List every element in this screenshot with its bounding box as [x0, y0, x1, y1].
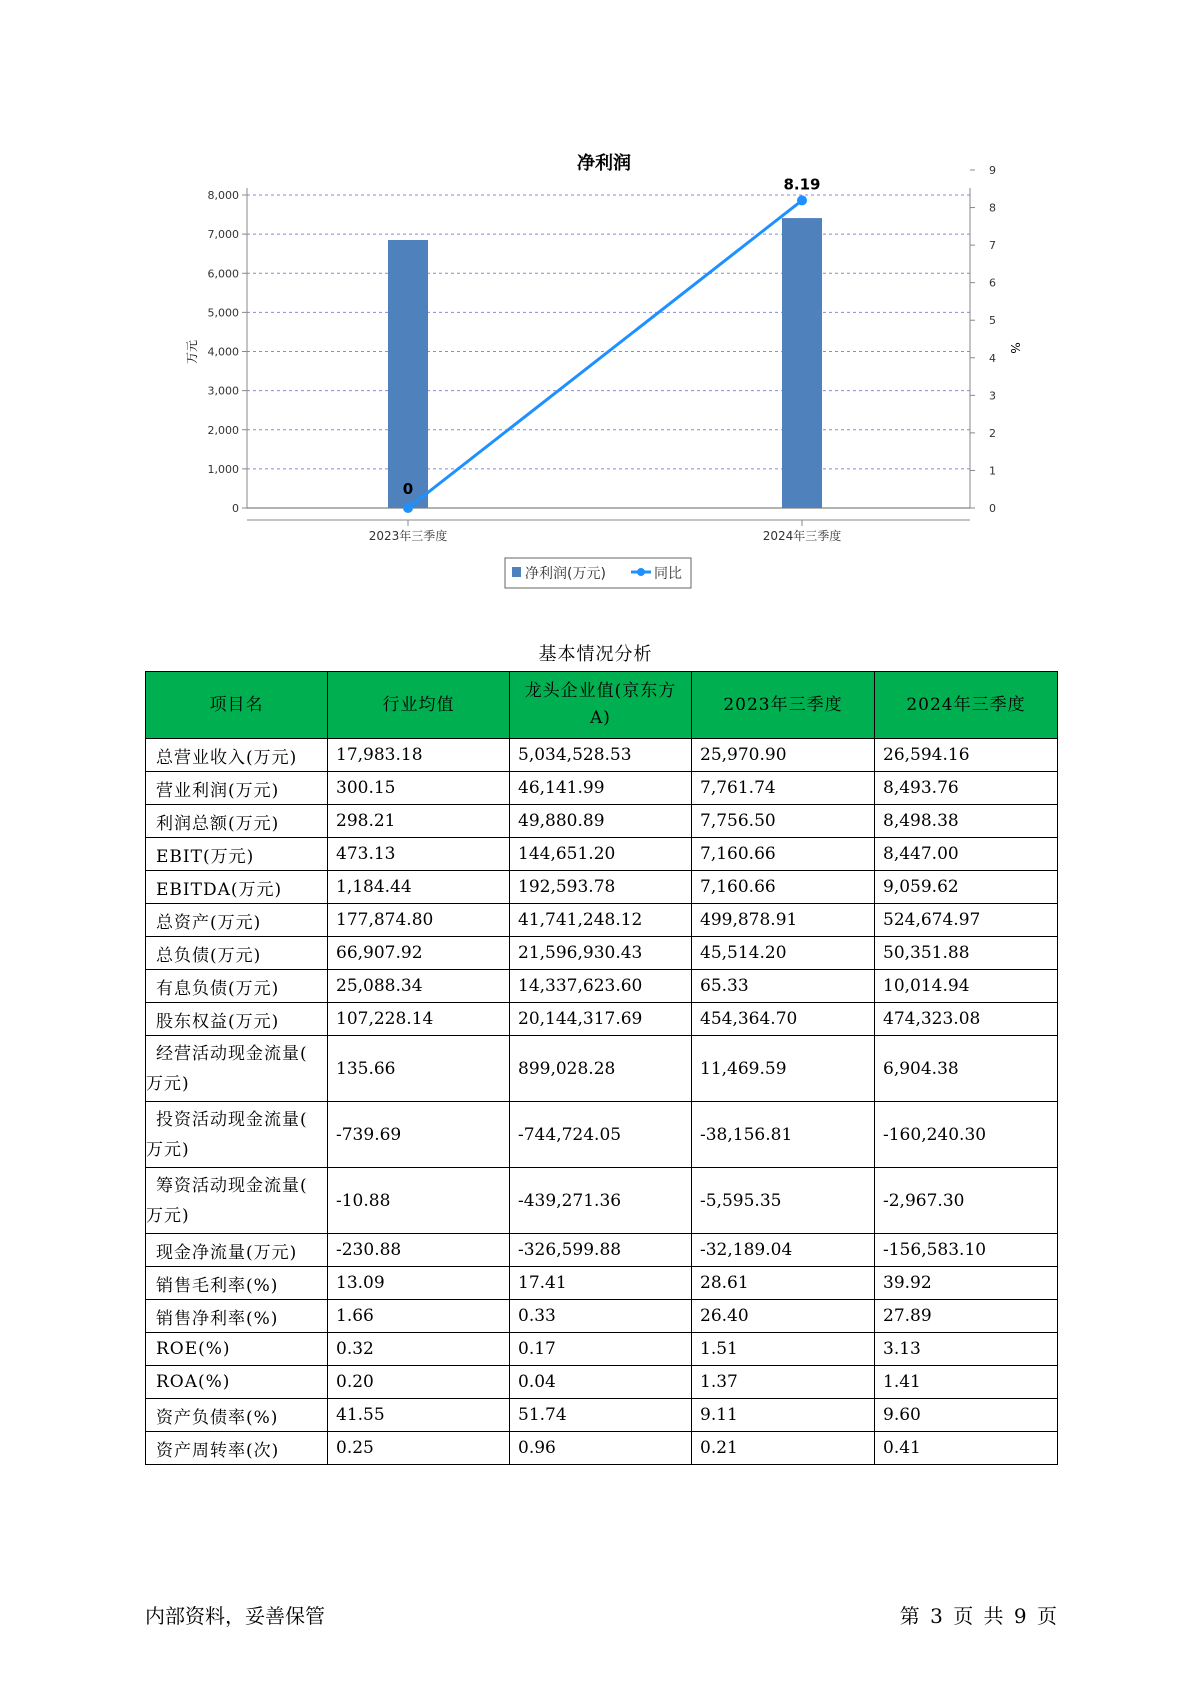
row-value-col-1: 473.13 [328, 838, 510, 871]
header-2024-q3: 2024年三季度 [875, 672, 1058, 739]
table-row [146, 1366, 1058, 1399]
row-value-col-3: -5,595.35 [692, 1168, 875, 1234]
row-value-col-4: 0.41 [875, 1432, 1058, 1465]
row-value-col-3: 7,160.66 [692, 871, 875, 904]
yoy-point [797, 195, 807, 205]
row-value-col-1: 1.66 [328, 1300, 510, 1333]
row-value-col-1: 1,184.44 [328, 871, 510, 904]
row-value-col-1: 135.66 [328, 1036, 510, 1102]
table-row [146, 1168, 1058, 1234]
row-value-col-2: 49,880.89 [510, 805, 692, 838]
table-row [146, 904, 1058, 937]
row-value-col-2: -744,724.05 [510, 1102, 692, 1168]
row-item-name: 股东权益(万元) [146, 1003, 328, 1036]
y-left-tick-label: 5,000 [207, 306, 239, 320]
row-value-col-3: 65.33 [692, 970, 875, 1003]
x-tick-label: 2023年三季度 [368, 529, 448, 543]
table-row [146, 1333, 1058, 1366]
row-item-name: 总资产(万元) [146, 904, 328, 937]
row-value-col-3: 28.61 [692, 1267, 875, 1300]
header-2023-q3: 2023年三季度 [692, 672, 875, 739]
row-value-col-4: 10,014.94 [875, 970, 1058, 1003]
table-row [146, 1234, 1058, 1267]
row-value-col-1: -230.88 [328, 1234, 510, 1267]
row-item-name: 总负债(万元) [146, 937, 328, 970]
table-row [146, 1432, 1058, 1465]
row-item-name: 投资活动现金流量( 万元) [146, 1102, 328, 1168]
row-value-col-3: 26.40 [692, 1300, 875, 1333]
row-value-col-1: 0.32 [328, 1333, 510, 1366]
y-left-tick-label: 2,000 [207, 423, 239, 437]
row-value-col-4: -160,240.30 [875, 1102, 1058, 1168]
y-right-tick-label: 4 [989, 351, 996, 365]
row-value-col-4: 1.41 [875, 1366, 1058, 1399]
row-item-name: EBIT(万元) [146, 838, 328, 871]
row-item-name: 利润总额(万元) [146, 805, 328, 838]
row-value-col-1: 13.09 [328, 1267, 510, 1300]
row-value-col-3: 7,160.66 [692, 838, 875, 871]
yoy-line [408, 200, 802, 508]
row-value-col-2: -439,271.36 [510, 1168, 692, 1234]
y-right-tick-label: 7 [989, 239, 996, 253]
row-value-col-3: 1.51 [692, 1333, 875, 1366]
table-row [146, 1267, 1058, 1300]
row-value-col-4: 8,493.76 [875, 772, 1058, 805]
bar [388, 240, 428, 508]
row-value-col-4: 8,498.38 [875, 805, 1058, 838]
row-value-col-3: 45,514.20 [692, 937, 875, 970]
row-value-col-3: 454,364.70 [692, 1003, 875, 1036]
row-value-col-1: 17,983.18 [328, 739, 510, 772]
row-value-col-2: 0.17 [510, 1333, 692, 1366]
row-value-col-3: 499,878.91 [692, 904, 875, 937]
y-right-tick-label: 9 [989, 164, 996, 177]
legend-line-label: 同比 [654, 566, 682, 582]
legend-bar-swatch [512, 567, 521, 577]
table-row [146, 805, 1058, 838]
y-left-tick-label: 3,000 [207, 384, 239, 398]
row-item-name: 总营业收入(万元) [146, 739, 328, 772]
row-value-col-3: 25,970.90 [692, 739, 875, 772]
row-item-name: ROE(%) [146, 1333, 328, 1366]
row-value-col-2: 14,337,623.60 [510, 970, 692, 1003]
yoy-point [403, 503, 413, 513]
yoy-data-label: 8.19 [783, 175, 821, 194]
row-value-col-2: 21,596,930.43 [510, 937, 692, 970]
row-value-col-2: 17.41 [510, 1267, 692, 1300]
row-item-name: ROA(%) [146, 1366, 328, 1399]
row-value-col-2: 899,028.28 [510, 1036, 692, 1102]
row-value-col-3: 0.21 [692, 1432, 875, 1465]
basic-analysis-table [145, 671, 1058, 1465]
table-row [146, 970, 1058, 1003]
table-row [146, 937, 1058, 970]
row-item-name: 筹资活动现金流量( 万元) [146, 1168, 328, 1234]
row-value-col-2: 0.04 [510, 1366, 692, 1399]
row-value-col-4: 9,059.62 [875, 871, 1058, 904]
y-left-tick-label: 6,000 [207, 267, 239, 281]
row-value-col-1: 0.25 [328, 1432, 510, 1465]
row-value-col-4: 39.92 [875, 1267, 1058, 1300]
y-right-tick-label: 0 [989, 502, 996, 515]
header-industry-avg: 行业均值 [328, 672, 510, 739]
y-left-axis-label: 万元 [185, 339, 199, 365]
row-item-name: 现金净流量(万元) [146, 1234, 328, 1267]
row-value-col-3: -38,156.81 [692, 1102, 875, 1168]
row-value-col-2: 144,651.20 [510, 838, 692, 871]
row-value-col-2: 20,144,317.69 [510, 1003, 692, 1036]
row-item-name: 销售毛利率(%) [146, 1267, 328, 1300]
table-row [146, 772, 1058, 805]
row-value-col-4: 9.60 [875, 1399, 1058, 1432]
y-left-tick-label: 0 [232, 502, 239, 515]
table-row [146, 1102, 1058, 1168]
row-value-col-1: 0.20 [328, 1366, 510, 1399]
y-right-tick-label: 5 [989, 314, 996, 328]
row-value-col-4: 474,323.08 [875, 1003, 1058, 1036]
y-left-tick-label: 1,000 [207, 462, 239, 476]
row-item-name: 营业利润(万元) [146, 772, 328, 805]
row-value-col-4: 50,351.88 [875, 937, 1058, 970]
row-value-col-4: 8,447.00 [875, 838, 1058, 871]
row-value-col-2: 51.74 [510, 1399, 692, 1432]
table-header-row [146, 672, 1058, 739]
row-value-col-1: 300.15 [328, 772, 510, 805]
row-value-col-1: 25,088.34 [328, 970, 510, 1003]
row-value-col-4: 3.13 [875, 1333, 1058, 1366]
y-left-tick-label: 4,000 [207, 345, 239, 359]
row-value-col-3: 7,761.74 [692, 772, 875, 805]
header-item-name: 项目名 [146, 672, 328, 739]
yoy-data-label: 0 [402, 480, 414, 498]
x-tick-label: 2024年三季度 [762, 529, 842, 543]
row-value-col-1: 41.55 [328, 1399, 510, 1432]
row-value-col-1: 298.21 [328, 805, 510, 838]
row-value-col-1: 107,228.14 [328, 1003, 510, 1036]
header-leader-value: 龙头企业值(京东方 A) [510, 672, 692, 739]
row-value-col-3: 11,469.59 [692, 1036, 875, 1102]
row-value-col-4: 27.89 [875, 1300, 1058, 1333]
footer-confidential: 内部资料，妥善保管 [145, 1604, 325, 1628]
y-left-tick-label: 8,000 [207, 189, 239, 202]
row-item-name: 经营活动现金流量( 万元) [146, 1036, 328, 1102]
table-row [146, 739, 1058, 772]
row-value-col-3: -32,189.04 [692, 1234, 875, 1267]
row-value-col-4: -2,967.30 [875, 1168, 1058, 1234]
row-value-col-2: 46,141.99 [510, 772, 692, 805]
y-right-tick-label: 8 [989, 201, 996, 215]
row-value-col-4: 524,674.97 [875, 904, 1058, 937]
row-item-name: 资产负债率(%) [146, 1399, 328, 1432]
row-value-col-2: 5,034,528.53 [510, 739, 692, 772]
row-value-col-1: -739.69 [328, 1102, 510, 1168]
table-row [146, 838, 1058, 871]
chart-title: 净利润 [577, 153, 631, 174]
row-value-col-1: -10.88 [328, 1168, 510, 1234]
table-title: 基本情况分析 [538, 644, 653, 665]
row-item-name: 销售净利率(%) [146, 1300, 328, 1333]
row-value-col-2: 192,593.78 [510, 871, 692, 904]
row-value-col-4: -156,583.10 [875, 1234, 1058, 1267]
row-value-col-2: -326,599.88 [510, 1234, 692, 1267]
y-right-tick-label: 2 [989, 426, 996, 440]
row-item-name: 资产周转率(次) [146, 1432, 328, 1465]
net-profit-chart [0, 0, 1191, 600]
bar [782, 218, 822, 508]
row-value-col-3: 7,756.50 [692, 805, 875, 838]
y-right-tick-label: 3 [989, 389, 996, 403]
legend-bar-label: 净利润(万元) [525, 566, 606, 582]
row-value-col-1: 66,907.92 [328, 937, 510, 970]
table-row [146, 1399, 1058, 1432]
row-value-col-3: 1.37 [692, 1366, 875, 1399]
footer-page-number: 第 3 页 共 9 页 [899, 1604, 1057, 1628]
table-row [146, 1003, 1058, 1036]
table-row [146, 1036, 1058, 1102]
y-right-axis-label: % [1008, 342, 1022, 354]
row-value-col-1: 177,874.80 [328, 904, 510, 937]
row-item-name: 有息负债(万元) [146, 970, 328, 1003]
y-left-tick-label: 7,000 [207, 228, 239, 242]
y-right-tick-label: 6 [989, 276, 996, 290]
row-item-name: EBITDA(万元) [146, 871, 328, 904]
row-value-col-2: 0.33 [510, 1300, 692, 1333]
table-row [146, 871, 1058, 904]
row-value-col-2: 41,741,248.12 [510, 904, 692, 937]
row-value-col-4: 6,904.38 [875, 1036, 1058, 1102]
row-value-col-3: 9.11 [692, 1399, 875, 1432]
table-row [146, 1300, 1058, 1333]
y-right-tick-label: 1 [989, 464, 996, 478]
legend-line-marker [637, 568, 645, 576]
row-value-col-4: 26,594.16 [875, 739, 1058, 772]
row-value-col-2: 0.96 [510, 1432, 692, 1465]
